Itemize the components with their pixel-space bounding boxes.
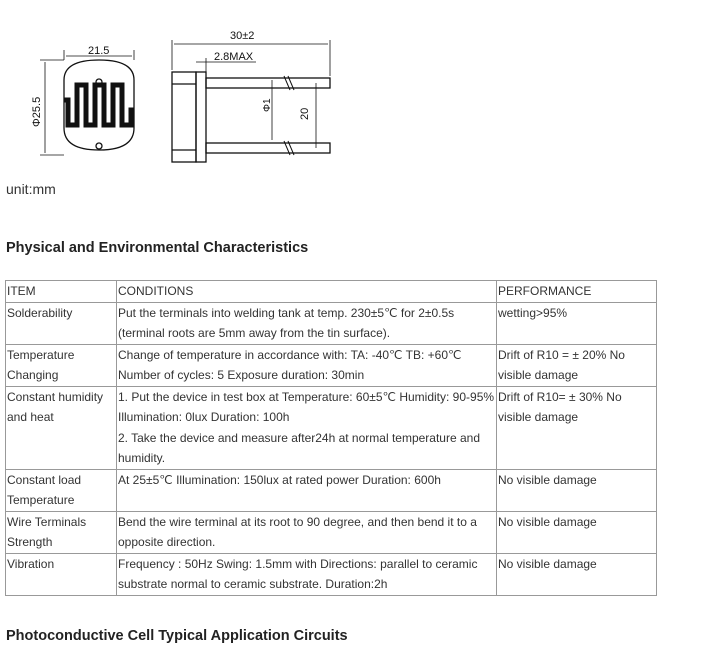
dim-max-label: 2.8MAX [214,51,254,63]
conditions-line: humidity. [118,451,166,465]
cell-item [6,344,117,386]
conditions-line: 1. Put the device in test box at Temperature: 60±5℃ Humidity: 90-95% [118,389,495,404]
item-line: Solderability [7,305,73,320]
item-line: Vibration [7,556,55,571]
table-row [6,386,657,469]
unit-label: unit:mm [6,181,56,197]
item-line: Temperature [7,493,75,507]
section-title-characteristics: Physical and Environmental Characteristics [6,240,309,256]
table-row [6,553,657,595]
conditions-line: substrate normal to ceramic substrate. Duration:2h [118,577,388,591]
item-line: Constant humidity [7,389,104,404]
table-row [6,469,657,511]
item-line: Temperature [7,347,75,362]
performance-line: No visible damage [498,514,597,529]
conditions-line: Put the terminals into welding tank at temp. 230±5℃ for 2±0.5s [118,305,455,320]
electrode-serpentine [64,85,134,125]
table-row [6,344,657,386]
cell-conditions [117,553,497,595]
dim-spacing-label: 20 [299,107,311,120]
dim-diameter-label: Φ25.5 [31,96,43,127]
conditions-line: Bend the wire terminal at its root to 90 degree, and then bend it to a [118,514,477,529]
characteristics-table [5,280,657,596]
cell-performance [497,302,657,344]
dim-length-label: 30±2 [230,30,255,42]
cell-conditions [117,386,497,469]
item-line: Wire Terminals [7,514,87,529]
performance-line: No visible damage [498,472,597,487]
cell-performance [497,469,657,511]
item-line: Constant load [7,472,82,487]
cell-conditions [117,469,497,511]
cell-item [6,469,117,511]
cell-item [6,302,117,344]
side-body [172,72,196,162]
conditions-line: Frequency : 50Hz Swing: 1.5mm with Directions: parallel to ceramic [118,556,478,571]
table-header-row [6,281,657,303]
item-line: Changing [7,368,59,382]
cell-item [6,553,117,595]
cell-performance [497,511,657,553]
header-item: ITEM [6,281,117,303]
cell-performance [497,386,657,469]
item-line: Strength [7,535,53,549]
conditions-line: Change of temperature in accordance with: TA: -40℃ TB: +60℃ [118,347,462,362]
cell-performance [497,344,657,386]
performance-line: visible damage [498,368,579,382]
dim-width-label: 21.5 [88,45,110,57]
cell-performance [497,553,657,595]
section-title-circuits: Photoconductive Cell Typical Application Circuits [6,628,348,644]
performance-line: visible damage [498,410,579,424]
performance-line: Drift of R10= ± 30% No [498,389,622,404]
cell-conditions [117,302,497,344]
conditions-line: At 25±5℃ Illumination: 150lux at rated power Duration: 600h [118,472,441,487]
header-conditions: CONDITIONS [117,281,497,303]
performance-line: Drift of R10 = ± 20% No [498,347,625,362]
conditions-line: 2. Take the device and measure after24h at normal temperature and [118,430,480,445]
table-row [6,302,657,344]
cell-item [6,386,117,469]
cell-conditions [117,511,497,553]
conditions-line: (terminal roots are 5mm away from the tin surface). [118,326,391,340]
dim-lead-label: Φ1 [262,98,273,112]
cell-item [6,511,117,553]
lead-bottom [206,143,330,153]
ldr-dimension-drawing [0,0,708,175]
conditions-line: Number of cycles: 5 Exposure duration: 30min [118,368,365,382]
item-line: and heat [7,410,54,424]
table-row [6,511,657,553]
conditions-line: opposite direction. [118,535,216,549]
performance-line: No visible damage [498,556,597,571]
header-performance: PERFORMANCE [497,281,657,303]
cell-conditions [117,344,497,386]
conditions-line: Illumination: 0lux Duration: 100h [118,410,290,424]
performance-line: wetting>95% [498,305,568,320]
lead-top [206,78,330,88]
